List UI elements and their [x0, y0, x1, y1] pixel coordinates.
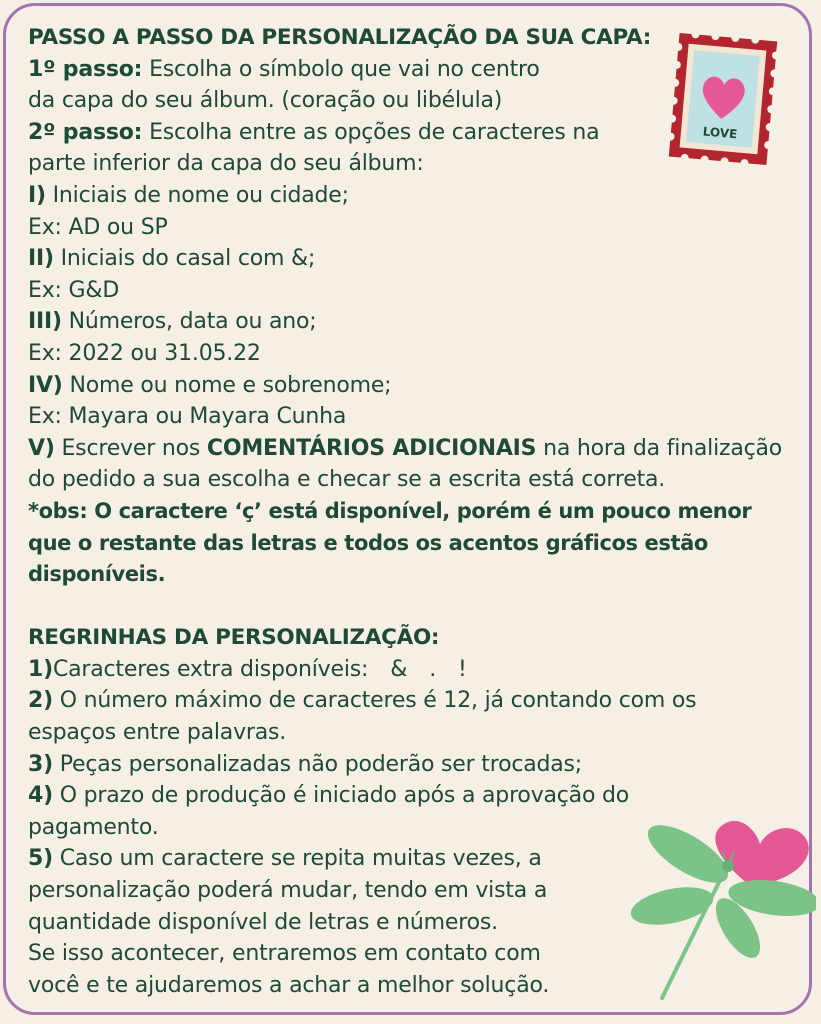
option-5-numeral: V) [28, 435, 55, 461]
option-2-text: Iniciais do casal com &; [53, 246, 316, 272]
option-4 [28, 370, 808, 402]
rule-5 [28, 843, 808, 875]
rule-1 [28, 654, 808, 686]
option-4-example: Ex: Mayara ou Mayara Cunha [28, 404, 347, 430]
obs-line3: disponíveis. [28, 562, 166, 587]
option-5 [28, 433, 808, 465]
obs-line2: que o restante das letras e todos os acentos gráficos estão [28, 530, 708, 555]
step2-text2: parte inferior da capa do seu álbum: [28, 151, 424, 177]
option-5-emphasis: COMENTÁRIOS ADICIONAIS [206, 435, 537, 461]
option-5-text-before: Escrever nos [54, 435, 207, 461]
rule-5-text2: personalização poderá mudar, tendo em vista a [28, 878, 548, 904]
obs-line1: *obs: O caractere ‘ç’ está disponível, porém é um pouco menor [28, 498, 752, 523]
rules-title: REGRINHAS DA PERSONALIZAÇÃO: [28, 625, 440, 651]
option-2-example: Ex: G&D [28, 277, 120, 303]
rule-5-num: 5) [28, 846, 53, 872]
option-1-numeral: I) [28, 182, 46, 208]
rule-5-text1: Caso um caractere se repita muitas vezes, a [52, 846, 542, 872]
rule-4-num: 4) [28, 783, 53, 809]
rule-3 [28, 749, 808, 781]
rule-4 [28, 780, 808, 812]
option-3-numeral: III) [28, 309, 62, 335]
rule-1-symbol-exclamation: ! [458, 656, 467, 682]
option-5-text-after: na hora da finalização [536, 435, 783, 461]
rule-1-symbol-ampersand: & [390, 656, 408, 682]
step1-text2: da capa do seu álbum. (coração ou libélula) [28, 88, 503, 114]
rule-2-text1: O número máximo de caracteres é 12, já contando com os [52, 688, 697, 714]
instructions-text [28, 22, 808, 1001]
option-1 [28, 180, 808, 212]
option-3-example: Ex: 2022 ou 31.05.22 [28, 340, 261, 366]
step1-line1 [28, 54, 808, 86]
rule-4-text1: O prazo de produção é iniciado após a aprovação do [52, 783, 630, 809]
option-5-text2: do pedido a sua escolha e checar se a escrita está correta. [28, 467, 666, 493]
option-3 [28, 306, 808, 338]
rule-2-text2: espaços entre palavras. [28, 720, 287, 746]
step1-label: 1º passo: [28, 56, 143, 82]
rule-1-num: 1) [28, 656, 53, 682]
rule-1-symbol-period: . [429, 656, 436, 682]
rule-1-text: Caracteres extra disponíveis: [52, 656, 369, 682]
option-2-numeral: II) [28, 246, 54, 272]
rule-5-text4: Se isso acontecer, entraremos em contato com [28, 941, 541, 967]
option-4-text: Nome ou nome e sobrenome; [62, 372, 392, 398]
rule-3-text: Peças personalizadas não poderão ser trocadas; [52, 751, 583, 777]
rule-2 [28, 685, 808, 717]
rule-5-text3: quantidade disponível de letras e números. [28, 909, 498, 935]
page-title: PASSO A PASSO DA PERSONALIZAÇÃO DA SUA CAPA: [28, 25, 651, 50]
stamp-word: LOVE [702, 124, 738, 142]
option-3-text: Números, data ou ano; [61, 309, 317, 335]
rule-5-text5: você e te ajudaremos a achar a melhor solução. [28, 972, 550, 998]
option-1-text: Iniciais de nome ou cidade; [45, 182, 349, 208]
section-spacer [28, 591, 808, 623]
step2-label: 2º passo: [28, 119, 143, 145]
option-2 [28, 243, 808, 275]
option-4-numeral: IV) [28, 372, 63, 398]
rule-4-text2: pagamento. [28, 814, 159, 840]
step2-text1: Escolha entre as opções de caracteres na [142, 119, 600, 145]
rule-3-num: 3) [28, 751, 53, 777]
rule-2-num: 2) [28, 688, 53, 714]
option-1-example: Ex: AD ou SP [28, 214, 168, 240]
step1-text1: Escolha o símbolo que vai no centro [142, 56, 540, 82]
step2-line1 [28, 117, 808, 149]
